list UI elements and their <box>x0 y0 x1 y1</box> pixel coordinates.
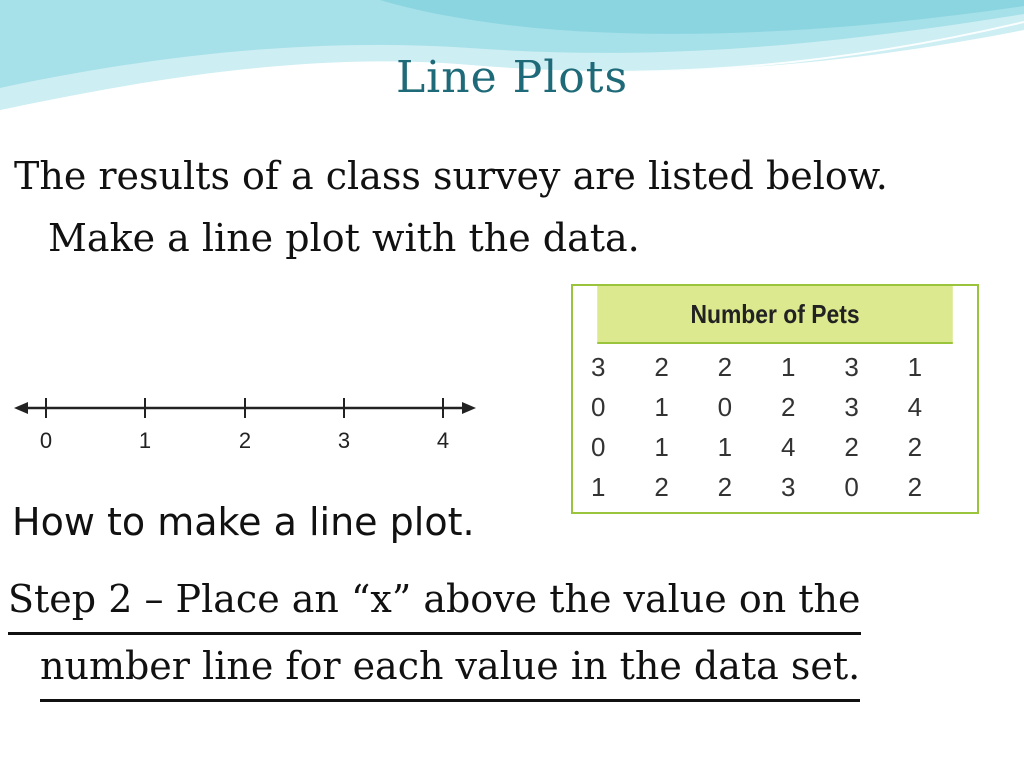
intro-text <box>14 145 1014 269</box>
step-line-2: number line for each value in the data set. <box>40 635 860 702</box>
table-cell: 2 <box>907 432 923 462</box>
table-body <box>587 352 967 512</box>
tick-label-3: 3 <box>337 428 351 453</box>
table-cell: 0 <box>844 472 859 502</box>
table-cell: 0 <box>717 392 733 422</box>
table-cell: 1 <box>780 352 796 382</box>
table-cell: 2 <box>717 472 733 502</box>
left-arrow-icon <box>14 402 28 414</box>
table-cell: 2 <box>717 352 733 382</box>
number-line-graphic <box>2 368 502 478</box>
table-cell: 3 <box>844 352 859 382</box>
intro-line-2: Make a line plot with the data. <box>48 216 640 260</box>
table-cell: 1 <box>654 392 669 422</box>
table-cell: 1 <box>654 432 669 462</box>
slide-title: Line Plots <box>395 52 629 103</box>
step-instruction <box>8 568 1008 702</box>
intro-line-1: The results of a class survey are listed below. <box>14 154 888 198</box>
tick-label-4: 4 <box>436 428 450 453</box>
table-cell: 2 <box>844 432 859 462</box>
table-cell: 4 <box>780 432 796 462</box>
table-cell: 0 <box>591 432 606 462</box>
pets-data-table <box>571 284 979 514</box>
table-cell: 1 <box>717 432 733 462</box>
table-cell: 2 <box>654 472 669 502</box>
table-cell: 2 <box>654 352 669 382</box>
tick-label-0: 0 <box>39 428 53 453</box>
table-cell: 1 <box>907 352 923 382</box>
table-cell: 3 <box>780 472 796 502</box>
table-cell: 3 <box>844 392 859 422</box>
table-header: Number of Pets <box>597 286 953 344</box>
number-line <box>2 368 502 478</box>
table-cell: 4 <box>907 392 923 422</box>
table-cell: 2 <box>780 392 796 422</box>
tick-label-2: 2 <box>238 428 252 453</box>
table-cell: 2 <box>907 472 923 502</box>
step-line-1: Step 2 – Place an “x” above the value on the <box>8 568 861 635</box>
table-cell: 3 <box>591 352 606 382</box>
tick-label-1: 1 <box>138 428 152 453</box>
howto-heading: How to make a line plot. <box>12 500 475 544</box>
table-cell: 1 <box>591 472 606 502</box>
right-arrow-icon <box>462 402 476 414</box>
table-cell: 0 <box>591 392 606 422</box>
